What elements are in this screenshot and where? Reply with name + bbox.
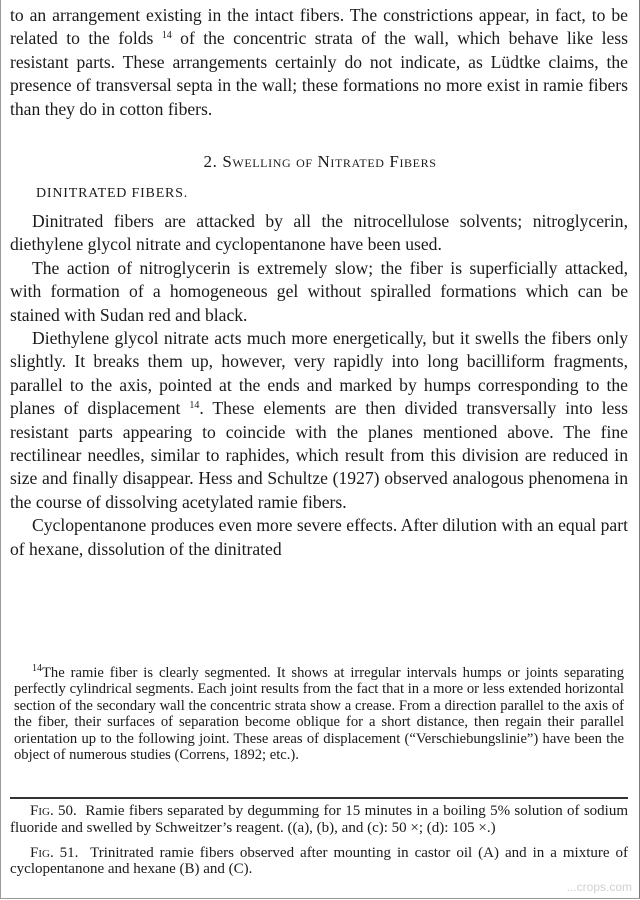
paragraph-solvents: Dinitrated fibers are attacked by all the nitrocellulose solvents; nitroglycerin, diethylene glycol nitrate and cyclopentanone have been used.	[10, 211, 628, 255]
top-paragraph	[10, 4, 628, 121]
caption-fig-50	[10, 803, 628, 837]
figure-label: Fig. 51.	[30, 844, 79, 861]
paragraph-cyclopentanone: Cyclopentanone produces even more severe effects. After dilution with an equal part of hexane, dissolution of the dinitrated	[10, 515, 628, 559]
paragraph-diethylene	[10, 327, 628, 514]
paragraph-text: to an arrangement existing in the intact fibers. The constrictions appear, in fact, to be related to the folds	[10, 5, 628, 49]
caption-text: Ramie fibers separated by degumming for 15 minutes in a boiling 5% solution of sodium fluoride and swelled by Schweitzer’s reagent. ((a), (b), and (c): 50 ×; (d): 105 ×.)	[10, 803, 629, 836]
paragraph-text: Diethylene glycol nitrate acts much more energetically, but it swells the fibers only slightly. It breaks them up, however, very rapidly into long bacilliform fragments, parallel to the axis, pointed at the ends and marked by humps corresponding to the planes of displacement	[10, 328, 628, 419]
caption-text: Trinitrated ramie fibers observed after mounting in castor oil (A) and in a mixture of cyclopentanone and hexane (B) and (C).	[10, 844, 628, 878]
section-number: 2.	[203, 152, 218, 171]
caption-fig-51	[10, 845, 628, 879]
footnote	[14, 665, 624, 763]
figure-captions	[10, 803, 628, 886]
footnote-text: The ramie fiber is clearly segmented. It shows at irregular intervals humps or joints separating perfectly cylindrical segments. Each joint results from the fact that in a more or less extended horizontal section of the secondary wall the concentric strata show a crease. From a direction parallel to the axis of the fiber, their surfaces of separation become oblique for a short distance, then regain their parallel orientation up to the following joint. These areas of displacement (“Verschiebungslinie”) have been the object of numerous studies (Correns, 1892; etc.).	[14, 665, 624, 764]
paragraph-text: of the concentric strata of the wall, which behave like less resistant parts. These arrangements certainly do not indicate, as Lüdtke claims, the presence of transversal septa in the wall; these formations no more exist in ramie fibers than they do in cotton fibers.	[10, 28, 628, 119]
watermark: ...crops.com	[566, 880, 632, 894]
subsection-heading: DINITRATED FIBERS.	[36, 186, 189, 201]
footnote-marker: 14	[32, 663, 42, 674]
footnote-reference[interactable]: 14	[161, 30, 172, 42]
footnote-reference[interactable]: 14	[189, 400, 200, 412]
footnote-paragraph	[14, 665, 624, 763]
caption-divider	[10, 797, 628, 799]
paragraph-text: . These elements are then divided transversally into less resistant parts appearing to coincide with the planes mentioned above. The fine rectilinear needles, similar to raphides, which result from this division are reduced in size and finally disappear. Hess and Schultze (1927) observed analogous phenomena in the course of dissolving acetylated ramie fibers.	[10, 398, 628, 512]
continued-paragraph	[10, 4, 628, 121]
section-heading	[0, 152, 640, 172]
main-text	[10, 210, 628, 561]
section-title: Swelling of Nitrated Fibers	[222, 152, 437, 171]
figure-label: Fig. 50.	[30, 803, 77, 819]
paragraph-nitroglycerin: The action of nitroglycerin is extremely slow; the fiber is superficially attacked, with formation of a homogeneous gel without spiralled formations which can be stained with Sudan red and black.	[10, 257, 628, 325]
